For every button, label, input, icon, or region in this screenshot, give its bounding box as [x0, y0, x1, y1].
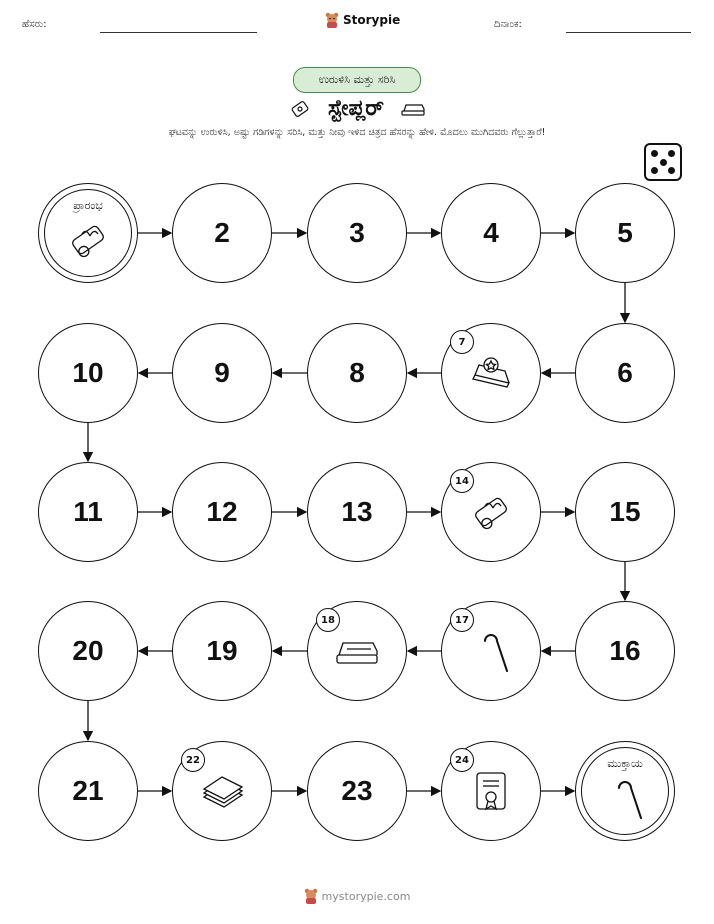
- board-space-6[interactable]: [575, 323, 675, 423]
- space-number: 9: [214, 357, 230, 388]
- space-number-badge: 24: [450, 748, 474, 772]
- space-number: 21: [72, 775, 104, 806]
- space-number: 5: [617, 217, 633, 248]
- board-space-9[interactable]: [172, 323, 272, 423]
- paper-stack-icon: [194, 766, 250, 816]
- space-number-badge: 18: [316, 608, 340, 632]
- space-number: 16: [609, 635, 641, 666]
- board-space-19[interactable]: [172, 601, 272, 701]
- space-number: 11: [73, 496, 103, 527]
- space-number: 4: [483, 217, 499, 248]
- space-number: 10: [72, 357, 104, 388]
- board-space-16[interactable]: [575, 601, 675, 701]
- cane-icon: [597, 773, 653, 823]
- finish-label: ಮುಕ್ತಾಯ: [607, 757, 643, 770]
- board-space-22[interactable]: [172, 741, 272, 841]
- space-number: 20: [72, 635, 104, 666]
- board-space-7[interactable]: [441, 323, 541, 423]
- space-number-badge: 14: [450, 469, 474, 493]
- space-number: 15: [609, 496, 641, 527]
- instructions: ಘಟವನ್ನು ಉರುಳಿಸಿ, ಅಷ್ಟು ಗಡಿಗಳನ್ನು ಸರಿಸಿ, ಮತ್ತು ನೀವು ಇಳಿದ ಚಿತ್ರದ ಹೆಸರನ್ನು ಹೇಳಿ. ಮೊದಲು ಮುಗಿದವರು ಗೆಲ್ಲುತ್ತಾರೆ!: [168, 127, 546, 138]
- board-space-18[interactable]: [307, 601, 407, 701]
- date-label: ದಿನಾಂಕ:: [494, 19, 522, 30]
- game-subtitle: ಉರುಳಿಸಿ ಮತ್ತು ಸರಿಸಿ: [293, 67, 421, 93]
- space-number: 8: [349, 357, 365, 388]
- space-number: 19: [206, 635, 238, 666]
- brand-name: Storypie: [343, 13, 401, 27]
- board-space-21[interactable]: [38, 741, 138, 841]
- board-space-24[interactable]: [441, 741, 541, 841]
- space-number-badge: 17: [450, 608, 474, 632]
- scroll-icon: [60, 215, 116, 265]
- stapler-icon: [329, 626, 385, 676]
- title-text: ಸ್ಟೇಪ್ಲರ್: [328, 96, 384, 121]
- certificate-icon: [463, 766, 519, 816]
- board-space-4[interactable]: [441, 183, 541, 283]
- board-space-13[interactable]: [307, 462, 407, 562]
- finish-space[interactable]: [575, 741, 675, 841]
- board-space-5[interactable]: [575, 183, 675, 283]
- board-space-8[interactable]: [307, 323, 407, 423]
- name-label: ಹೆಸರು:: [22, 19, 47, 30]
- space-number-badge: 7: [450, 330, 474, 354]
- start-space[interactable]: [38, 183, 138, 283]
- space-number-badge: 22: [181, 748, 205, 772]
- board-space-23[interactable]: [307, 741, 407, 841]
- space-number: 12: [206, 496, 238, 527]
- footer: [0, 888, 714, 904]
- board-space-12[interactable]: [172, 462, 272, 562]
- board-space-15[interactable]: [575, 462, 675, 562]
- space-number: 2: [214, 217, 230, 248]
- board-space-20[interactable]: [38, 601, 138, 701]
- board-space-14[interactable]: [441, 462, 541, 562]
- space-number: 23: [341, 775, 373, 806]
- footer-site: mystorypie.com: [321, 889, 411, 903]
- board-space-3[interactable]: [307, 183, 407, 283]
- space-number: 13: [341, 496, 373, 527]
- space-number: 3: [349, 217, 365, 248]
- board-space-17[interactable]: [441, 601, 541, 701]
- space-number: 6: [617, 357, 633, 388]
- scroll-icon: [463, 487, 519, 537]
- board-space-11[interactable]: [38, 462, 138, 562]
- board-space-10[interactable]: [38, 323, 138, 423]
- start-label: ಪ್ರಾರಂಭ: [73, 199, 103, 212]
- cane-icon: [463, 626, 519, 676]
- stapler-star-icon: [463, 348, 519, 398]
- board-space-2[interactable]: [172, 183, 272, 283]
- bear-icon: [304, 888, 318, 904]
